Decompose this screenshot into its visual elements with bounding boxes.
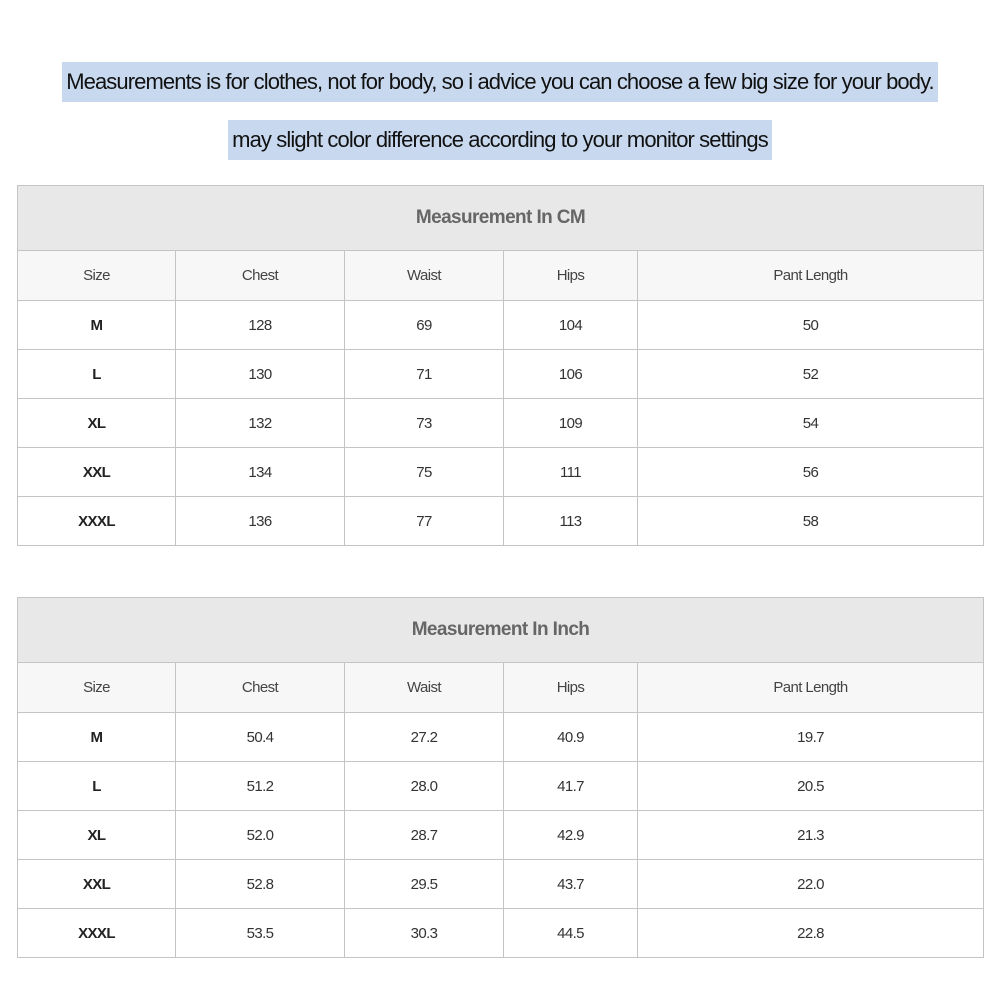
table-cell [345,497,504,546]
table-row [18,301,984,350]
cell-value: 40.9 [557,728,584,746]
cell-value: L [92,777,101,795]
table-cell [18,811,176,860]
table-cell [345,811,504,860]
table-cell [18,860,176,909]
cell-value: 104 [558,316,583,334]
cell-value: XXL [82,463,111,481]
table-cell [504,301,638,350]
cell-value: 136 [248,512,272,530]
notice-text: may slight color difference according to your monitor settings [228,120,772,160]
cell-value: M [90,316,103,334]
cell-value: 51.2 [246,777,274,795]
table-cell [176,811,345,860]
cell-value: 43.7 [557,875,584,893]
table-cell [638,350,984,399]
table-title-text: Measurement In CM [415,207,586,228]
cell-value: XL [87,414,106,432]
column-header-text: Size [83,679,110,696]
table-cell [504,762,638,811]
cell-value: 28.7 [410,826,438,844]
table-row [18,713,984,762]
cell-value: M [90,728,103,746]
table-cell [345,301,504,350]
table-cell [504,713,638,762]
column-header [176,251,345,301]
table-cell [176,301,345,350]
notice-line-2 [0,120,1000,160]
cell-value: 22.0 [797,875,824,893]
table-cell [345,909,504,958]
table-cell [345,713,504,762]
cell-value: 44.5 [557,924,584,942]
cell-value: XXXL [78,512,115,530]
cell-value: 109 [558,414,583,432]
column-header-text: Waist [407,267,441,284]
cell-value: 42.9 [557,826,584,844]
table-row [18,448,984,497]
column-header-text: Size [83,267,110,284]
table-row [18,811,984,860]
table-row [18,350,984,399]
cell-value: 54 [802,414,819,432]
cell-value: 58 [802,512,819,530]
table-title-text: Measurement In Inch [411,619,590,640]
table-cell [638,860,984,909]
table-cell [176,909,345,958]
column-header-text: Pant Length [773,679,848,696]
notice-line-1 [0,62,1000,102]
table-cell [638,909,984,958]
cell-value: 130 [248,365,272,383]
table-cell [638,448,984,497]
cell-value: L [92,365,101,383]
notice-text: Measurements is for clothes, not for body, so i advice you can choose a few big size for your body. [62,62,938,102]
cell-value: 134 [248,463,272,481]
table-cell [504,399,638,448]
cell-value: 52 [802,365,819,383]
cell-value: 22.8 [797,924,824,942]
table-row [18,909,984,958]
table-row [18,399,984,448]
table-cell [638,713,984,762]
table-cell [638,399,984,448]
cell-value: 132 [248,414,272,432]
cell-value: 27.2 [410,728,438,746]
cell-value: 21.3 [797,826,824,844]
column-header-text: Waist [407,679,441,696]
table-cell [176,448,345,497]
table-cell [18,762,176,811]
cell-value: XXL [82,875,111,893]
column-header [18,663,176,713]
table-cell [18,350,176,399]
cell-value: 106 [558,365,583,383]
table-cell [504,811,638,860]
cell-value: 30.3 [410,924,438,942]
cell-value: 29.5 [410,875,438,893]
header-row [18,251,984,301]
table-row [18,762,984,811]
size-table-cm [17,185,984,546]
cell-value: 28.0 [410,777,438,795]
table-cell [176,350,345,399]
header-row [18,663,984,713]
cell-value: XL [87,826,106,844]
column-header-text: Chest [241,267,279,284]
cell-value: 113 [559,512,582,530]
column-header [176,663,345,713]
table-cell [18,448,176,497]
cell-value: 111 [559,463,581,481]
cell-value: 50.4 [246,728,274,746]
cell-value: XXXL [78,924,115,942]
column-header-text: Pant Length [773,267,848,284]
column-header [504,663,638,713]
table-row [18,497,984,546]
table-cell [18,713,176,762]
table-title-row [18,598,984,663]
table-cell [176,713,345,762]
column-header-text: Hips [556,679,585,696]
table-cell [18,399,176,448]
column-header [638,663,984,713]
column-header [18,251,176,301]
table-cell [638,762,984,811]
table-cell [176,497,345,546]
table-cell [18,909,176,958]
cell-value: 128 [248,316,272,334]
table-cell [504,448,638,497]
table-cell [18,301,176,350]
column-header-text: Hips [556,267,585,284]
column-header [345,251,504,301]
table-cell [638,301,984,350]
cell-value: 50 [802,316,819,334]
size-table-inch [17,597,984,958]
cell-value: 69 [416,316,432,334]
column-header [504,251,638,301]
table-cell [18,497,176,546]
column-header-text: Chest [241,679,279,696]
table-cell [176,762,345,811]
table-cell [504,350,638,399]
cell-value: 75 [416,463,432,481]
table-row [18,860,984,909]
table-cell [176,860,345,909]
table-title [18,598,984,663]
table-cell [345,860,504,909]
table-title [18,186,984,251]
table-cell [504,860,638,909]
cell-value: 19.7 [797,728,824,746]
table-cell [345,448,504,497]
table-cell [638,811,984,860]
table-cell [504,909,638,958]
cell-value: 73 [416,414,432,432]
cell-value: 71 [416,365,432,383]
cell-value: 20.5 [797,777,824,795]
table-cell [504,497,638,546]
cell-value: 52.8 [246,875,274,893]
table-cell [176,399,345,448]
table-cell [345,350,504,399]
column-header [345,663,504,713]
table-cell [345,399,504,448]
cell-value: 53.5 [246,924,274,942]
table-cell [638,497,984,546]
cell-value: 77 [416,512,432,530]
cell-value: 41.7 [557,777,584,795]
table-title-row [18,186,984,251]
column-header [638,251,984,301]
cell-value: 52.0 [246,826,274,844]
cell-value: 56 [802,463,819,481]
table-cell [345,762,504,811]
